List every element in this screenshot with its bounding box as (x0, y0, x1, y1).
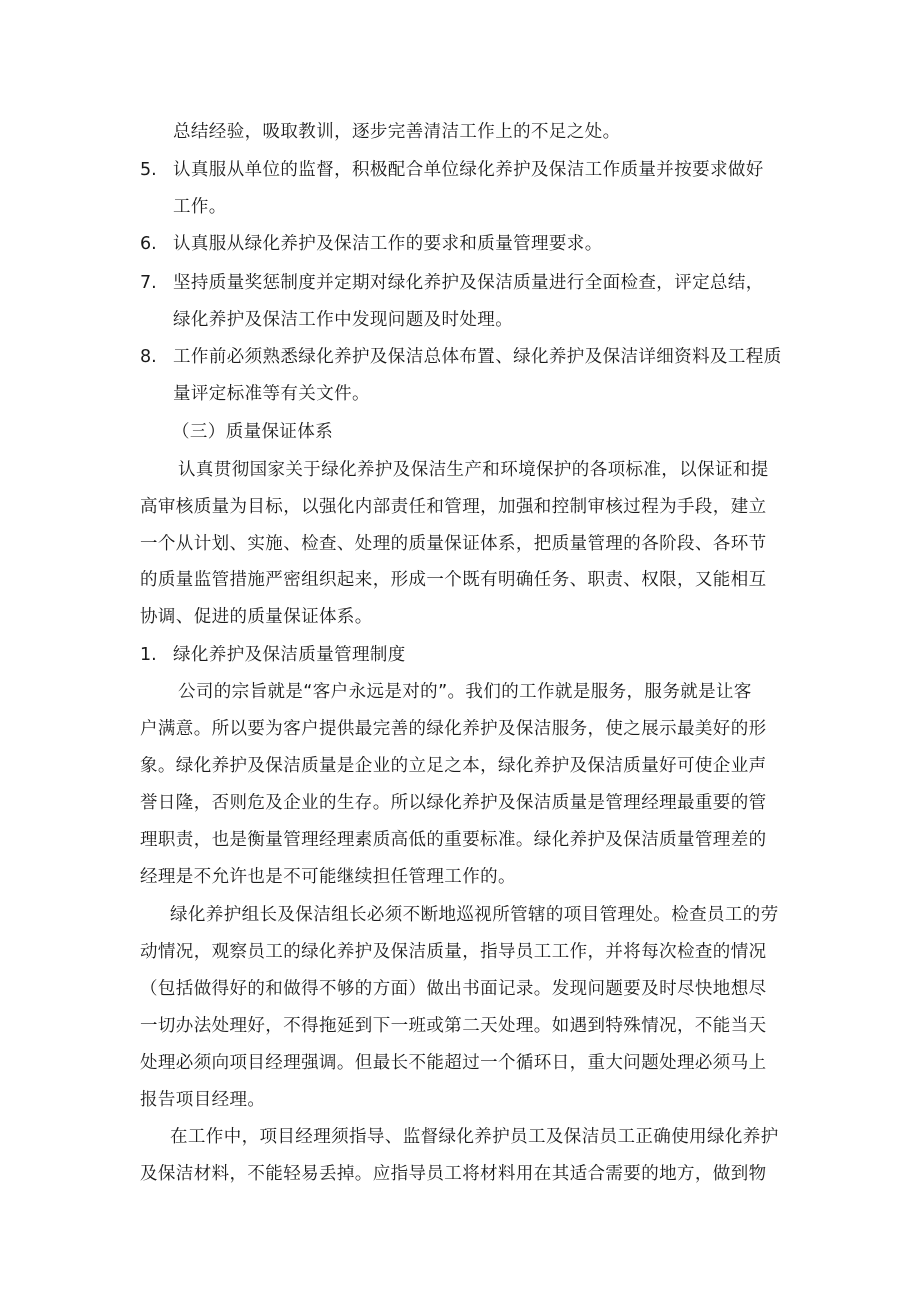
text-line: （包括做得好的和做得不够的方面）做出书面记录。发现问题要及时尽快地想尽 (140, 979, 767, 999)
text-line: 工作前必须熟悉绿化养护及保洁总体布置、绿化养护及保洁详细资料及工程质 (173, 347, 782, 367)
text-line: 量评定标准等有关文件。 (173, 384, 370, 404)
list-number: 1. (140, 645, 157, 665)
text-line: 报告项目经理。 (140, 1090, 266, 1110)
text-line: 公司的宗旨就是“客户永远是对的”。我们的工作就是服务，服务就是让客 (178, 682, 752, 702)
text-line: 动情况，观察员工的绿化养护及保洁质量，指导员工工作，并将每次检查的情况 (140, 942, 767, 962)
text-line: 经理是不允许也是不可能继续担任管理工作的。 (140, 867, 516, 887)
section-heading: （三）质量保证体系 (172, 422, 334, 442)
list-number: 8. (140, 347, 157, 367)
text-line: 工作。 (173, 197, 227, 217)
text-line: 协调、促进的质量保证体系。 (140, 607, 373, 627)
text-line: 理职责，也是衡量管理经理素质高低的重要标准。绿化养护及保洁质量管理差的 (140, 830, 767, 850)
text-line: 绿化养护组长及保洁组长必须不断地巡视所管辖的项目管理处。检查员工的劳 (170, 905, 779, 925)
text-line: 处理必须向项目经理强调。但最长不能超过一个循环日，重大问题处理必须马上 (140, 1053, 767, 1073)
text-line: 户满意。所以要为客户提供最完善的绿化养护及保洁服务，使之展示最美好的形 (140, 719, 767, 739)
list-number: 5. (140, 160, 157, 180)
text-line: 高审核质量为目标，以强化内部责任和管理，加强和控制审核过程为手段，建立 (140, 497, 767, 517)
text-line: 总结经验，吸取教训，逐步完善清洁工作上的不足之处。 (173, 122, 621, 142)
text-line: 一切办法处理好，不得拖延到下一班或第二天处理。如遇到特殊情况，不能当天 (140, 1016, 767, 1036)
text-line: 象。绿化养护及保洁质量是企业的立足之本，绿化养护及保洁质量好可使企业声 (140, 756, 767, 776)
text-line: 誉日隆，否则危及企业的生存。所以绿化养护及保洁质量是管理经理最重要的管 (140, 793, 767, 813)
text-line: 认真服从绿化养护及保洁工作的要求和质量管理要求。 (173, 234, 603, 254)
text-line: 一个从计划、实施、检查、处理的质量保证体系，把质量管理的各阶段、各环节 (140, 534, 767, 554)
subsection-heading: 绿化养护及保洁质量管理制度 (173, 645, 406, 665)
text-line: 及保洁材料，不能轻易丢掉。应指导员工将材料用在其适合需要的地方，做到物 (140, 1164, 767, 1184)
text-line: 坚持质量奖惩制度并定期对绿化养护及保洁质量进行全面检查，评定总结， (173, 273, 764, 293)
text-line: 认真服从单位的监督，积极配合单位绿化养护及保洁工作质量并按要求做好 (173, 160, 764, 180)
list-number: 6. (140, 234, 157, 254)
list-number: 7. (140, 273, 157, 293)
text-line: 认真贯彻国家关于绿化养护及保洁生产和环境保护的各项标准，以保证和提 (178, 460, 769, 480)
text-line: 在工作中，项目经理须指导、监督绿化养护员工及保洁员工正确使用绿化养护 (170, 1127, 779, 1147)
text-line: 绿化养护及保洁工作中发现问题及时处理。 (173, 310, 514, 330)
text-line: 的质量监管措施严密组织起来，形成一个既有明确任务、职责、权限，又能相互 (140, 570, 767, 590)
